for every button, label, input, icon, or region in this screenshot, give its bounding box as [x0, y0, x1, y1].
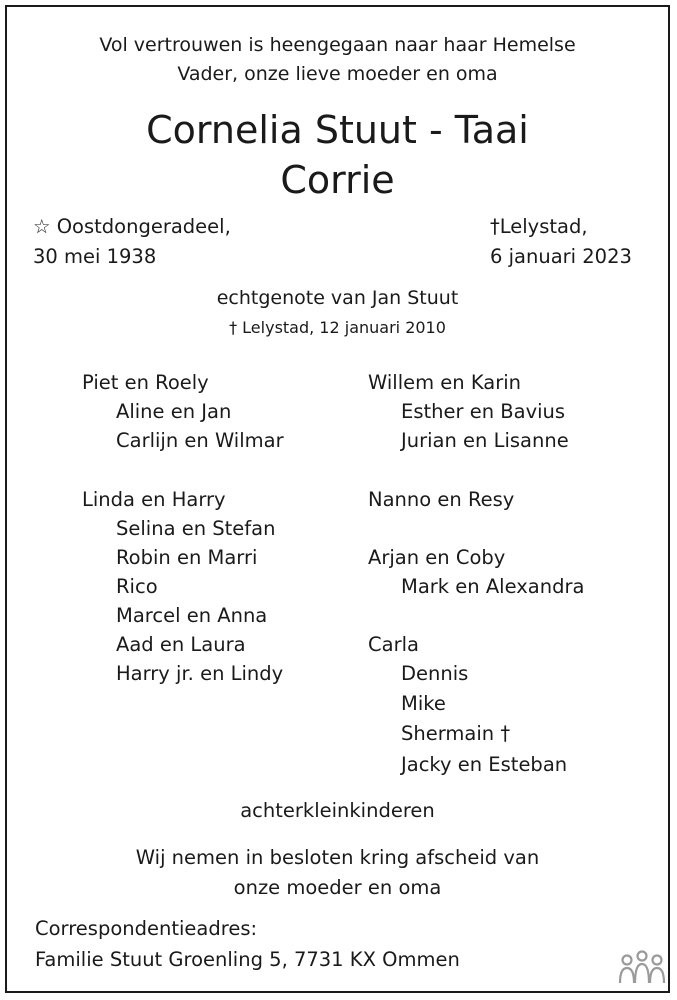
member-name: Marcel en Anna: [116, 604, 268, 627]
right-family-member: [368, 546, 505, 569]
member-name: Jurian en Lisanne: [401, 429, 569, 452]
closing-line-1: Wij nemen in besloten kring afscheid van: [135, 846, 540, 869]
left-family-member: [82, 371, 209, 394]
member-name: Piet en Roely: [82, 371, 209, 394]
member-name: Arjan en Coby: [368, 546, 506, 569]
member-name: Harry jr. en Lindy: [116, 662, 284, 685]
member-name: Selina en Stefan: [116, 517, 276, 540]
member-name: Shermain: [401, 722, 495, 745]
right-family-member: [401, 429, 569, 452]
left-family-member: [116, 575, 158, 598]
right-family-member: [368, 633, 419, 656]
member-name: Mark en Alexandra: [401, 575, 585, 598]
family-people-icon: [617, 947, 667, 987]
closing-text: [7, 843, 668, 903]
intro-text: [7, 31, 668, 89]
member-name: Carlijn en Wilmar: [116, 429, 284, 452]
birth-info: [33, 212, 231, 272]
right-family-member: [368, 371, 521, 394]
spouse-text: echtgenote van Jan Stuut: [216, 287, 459, 309]
member-name: Aad en Laura: [116, 633, 246, 656]
member-name: Mike: [401, 692, 446, 715]
left-family-member: [116, 633, 246, 656]
member-name: Robin en Marri: [116, 546, 258, 569]
member-name: Nanno en Resy: [368, 488, 515, 511]
intro-line-1: Vol vertrouwen is heengegaan naar haar Hemelse: [99, 34, 576, 56]
star-icon: ☆: [33, 215, 51, 238]
spouse-death-text: Lelystad, 12 januari 2010: [242, 318, 446, 337]
right-family-member: [401, 722, 510, 745]
death-place: Lelystad,: [499, 215, 588, 238]
address-label: Correspondentieadres:: [35, 917, 258, 940]
left-family-member: [116, 604, 267, 627]
intro-line-2: Vader, onze lieve moeder en oma: [177, 63, 498, 85]
death-date: 6 januari 2023: [490, 245, 632, 268]
left-family-member: [116, 429, 284, 452]
right-family-member: [401, 662, 468, 685]
obituary-card: [5, 5, 670, 993]
right-family-member: [401, 692, 446, 715]
address-line: Familie Stuut Groenling 5, 7731 KX Ommen: [35, 948, 460, 971]
deceased-name: [7, 105, 668, 205]
right-family-member: [401, 753, 567, 776]
member-name: Esther en Bavius: [401, 400, 566, 423]
cross-icon: †: [490, 215, 500, 238]
death-info: [490, 212, 632, 272]
member-name: Carla: [368, 633, 419, 656]
address-block: [35, 913, 460, 975]
member-name: Linda en Harry: [82, 488, 226, 511]
member-name: Dennis: [401, 662, 469, 685]
left-family-member: [116, 662, 283, 685]
left-family-member: [82, 488, 226, 511]
spouse-death: [7, 318, 668, 337]
left-family-member: [116, 546, 257, 569]
birth-date: 30 mei 1938: [33, 245, 157, 268]
nickname: Corrie: [280, 158, 395, 202]
member-name: Jacky en Esteban: [401, 753, 568, 776]
member-name: Rico: [116, 575, 158, 598]
full-name: Cornelia Stuut - Taai: [146, 108, 529, 152]
cross-icon: †: [494, 722, 511, 745]
member-name: Aline en Jan: [116, 400, 232, 423]
right-family-member: [401, 400, 565, 423]
closing-line-2: onze moeder en oma: [233, 876, 442, 899]
cross-icon: †: [229, 318, 238, 337]
right-family-member: [368, 488, 514, 511]
left-family-member: [116, 400, 231, 423]
left-family-member: [116, 517, 275, 540]
right-family-member: [401, 575, 584, 598]
birth-place: Oostdongeradeel,: [56, 215, 231, 238]
great-grandchildren: achterkleinkinderen: [240, 799, 435, 822]
member-name: Willem en Karin: [368, 371, 522, 394]
